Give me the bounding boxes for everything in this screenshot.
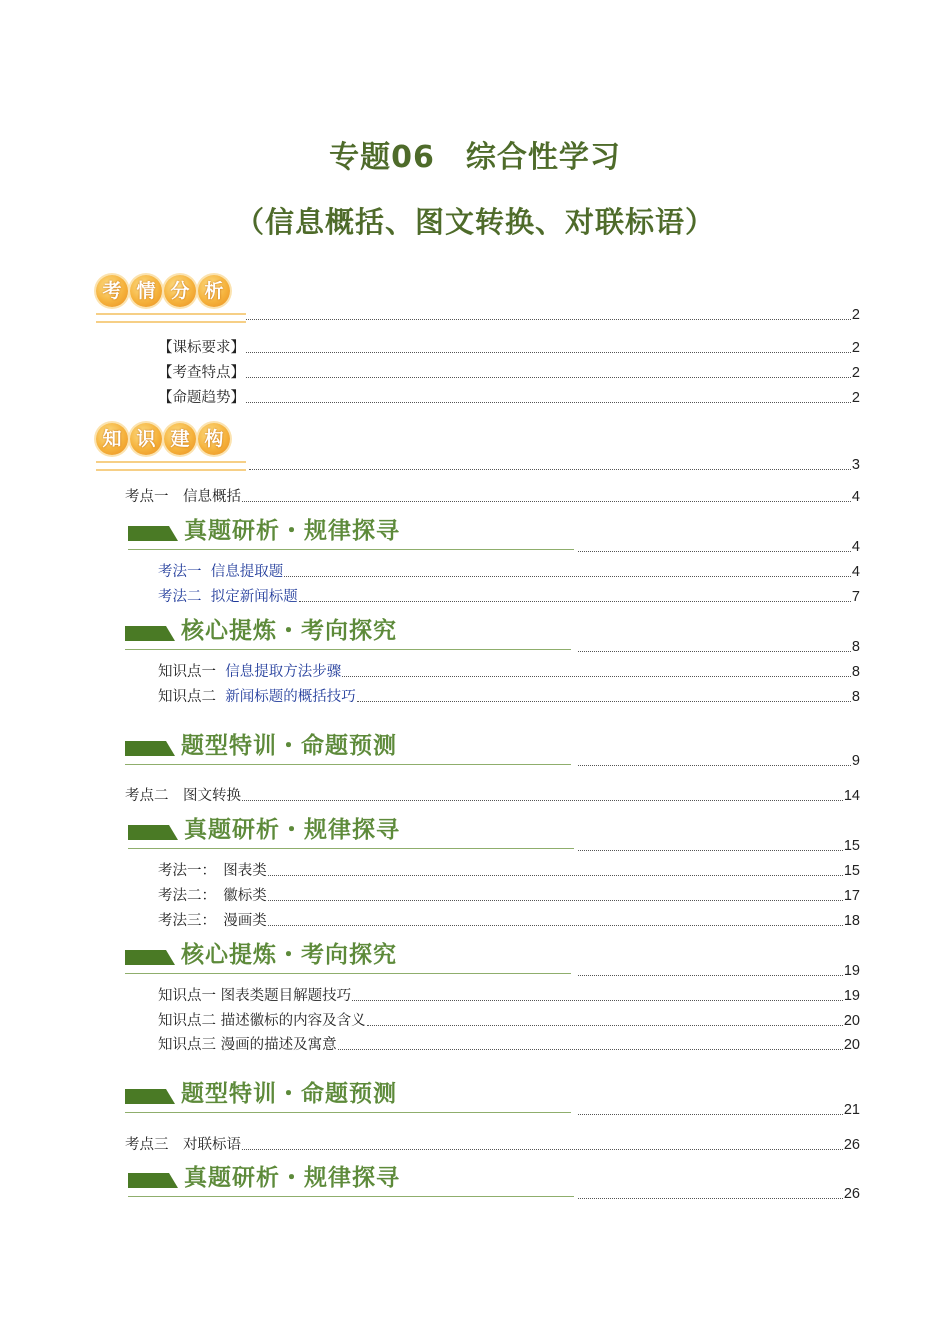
toc-row-k1-hexin[interactable] [577, 638, 860, 656]
toc-row-k1-m2[interactable] [158, 588, 860, 606]
badge-char: 考 [96, 275, 128, 307]
toc-label: 【考查特点】 [158, 365, 245, 381]
page-number: 18 [843, 913, 860, 929]
toc-row-k3-zhenti[interactable] [577, 1185, 860, 1203]
banner-underline [125, 1112, 571, 1113]
page-number: 4 [851, 489, 860, 505]
page-number: 20 [843, 1037, 860, 1053]
toc-row-analysis[interactable] [245, 306, 860, 324]
doc-subtitle: （信息概括、图文转换、对联标语） [234, 205, 715, 239]
doc-title: 专题06 综合性学习 [329, 140, 621, 175]
banner-bar [128, 825, 178, 840]
toc-row-k1-p1[interactable] [158, 663, 860, 681]
page-number: 8 [851, 689, 860, 705]
toc-prefix: 知识点二 [158, 689, 216, 705]
toc-row-k2-zhenti[interactable] [577, 837, 860, 855]
banner-tixing [125, 1073, 575, 1113]
toc-label: 考点三 对联标语 [125, 1137, 241, 1153]
badge-char: 构 [198, 423, 230, 455]
toc-label: 考法三： 漫画类 [158, 913, 267, 929]
banner-bar [125, 741, 175, 756]
badge-char: 析 [198, 275, 230, 307]
banner-underline [128, 549, 574, 550]
page-number: 20 [843, 1013, 860, 1029]
banner-bar [125, 1089, 175, 1104]
toc-label: 新闻标题的概括技巧 [225, 689, 356, 705]
banner-text: 真题研析・规律探寻 [184, 1164, 400, 1191]
banner-text: 题型特训・命题预测 [181, 732, 397, 759]
toc-row-feature[interactable] [158, 364, 860, 382]
page-number: 15 [843, 838, 860, 854]
toc-prefix: 考法一 [158, 564, 202, 580]
page-number: 3 [851, 457, 860, 473]
page-number: 2 [851, 307, 860, 323]
banner-underline [125, 649, 571, 650]
toc-label: 知识点二 描述徽标的内容及含义 [158, 1013, 366, 1029]
banner-underline [128, 848, 574, 849]
banner-bar [125, 626, 175, 641]
toc-label: 考点一 信息概括 [125, 489, 241, 505]
page-number: 2 [851, 340, 860, 356]
toc-label: 拟定新闻标题 [210, 589, 298, 605]
banner-hexin [125, 610, 575, 650]
toc-label: 信息提取方法步骤 [225, 664, 342, 680]
toc-row-req[interactable] [158, 339, 860, 357]
badge-underline [96, 461, 246, 471]
toc-row-k1-tixing[interactable] [577, 752, 860, 770]
toc-row-k2-m2[interactable] [158, 887, 860, 905]
toc-label: 知识点一 图表类题目解题技巧 [158, 988, 352, 1004]
toc-row-k2-tixing[interactable] [577, 1101, 860, 1119]
banner-tixing [125, 725, 575, 765]
badge-underline [96, 313, 246, 323]
toc-label: 考法二： 徽标类 [158, 888, 267, 904]
banner-zhenti [128, 510, 578, 550]
banner-underline [125, 764, 571, 765]
page-number: 14 [843, 788, 860, 804]
toc-label: 知识点三 漫画的描述及寓意 [158, 1037, 337, 1053]
toc-label: 考法一： 图表类 [158, 863, 267, 879]
toc-label: 【命题趋势】 [158, 390, 245, 406]
toc-row-k2-p3[interactable] [158, 1036, 860, 1054]
toc-label: 信息提取题 [210, 564, 284, 580]
banner-text: 题型特训・命题预测 [181, 1080, 397, 1107]
toc-row-k1[interactable] [125, 488, 860, 506]
page-number: 26 [843, 1137, 860, 1153]
toc-row-k1-p2[interactable] [158, 688, 860, 706]
page-number: 4 [851, 539, 860, 555]
toc-row-k3[interactable] [125, 1136, 860, 1154]
toc-row-structure[interactable] [248, 456, 860, 474]
banner-text: 核心提炼・考向探究 [181, 617, 397, 644]
page-number: 15 [843, 863, 860, 879]
banner-underline [128, 1196, 574, 1197]
toc-label: 考点二 图文转换 [125, 788, 241, 804]
banner-hexin [125, 934, 575, 974]
badge-analysis [96, 275, 230, 325]
toc-prefix: 考法二 [158, 589, 202, 605]
toc-row-k2-p1[interactable] [158, 987, 860, 1005]
toc-row-trend[interactable] [158, 389, 860, 407]
toc-row-k1-m1[interactable] [158, 563, 860, 581]
banner-text: 真题研析・规律探寻 [184, 517, 400, 544]
badge-char: 建 [164, 423, 196, 455]
banner-bar [125, 950, 175, 965]
toc-row-k2-p2[interactable] [158, 1012, 860, 1030]
banner-zhenti [128, 809, 578, 849]
page-number: 19 [843, 988, 860, 1004]
page-number: 19 [843, 963, 860, 979]
toc-row-k2[interactable] [125, 787, 860, 805]
toc-label: 【课标要求】 [158, 340, 245, 356]
page-number: 8 [851, 639, 860, 655]
toc-prefix: 知识点一 [158, 664, 216, 680]
page-number: 9 [851, 753, 860, 769]
page-number: 8 [851, 664, 860, 680]
page-number: 2 [851, 365, 860, 381]
toc-row-k1-zhenti[interactable] [577, 538, 860, 556]
banner-bar [128, 1173, 178, 1188]
badge-char: 识 [130, 423, 162, 455]
banner-text: 真题研析・规律探寻 [184, 816, 400, 843]
banner-underline [125, 973, 571, 974]
badge-char: 情 [130, 275, 162, 307]
page-number: 26 [843, 1186, 860, 1202]
badge-structure [96, 423, 230, 473]
badge-char: 分 [164, 275, 196, 307]
toc-row-k2-m1[interactable] [158, 862, 860, 880]
page-number: 21 [843, 1102, 860, 1118]
banner-text: 核心提炼・考向探究 [181, 941, 397, 968]
page-number: 17 [843, 888, 860, 904]
banner-zhenti [128, 1157, 578, 1197]
badge-char: 知 [96, 423, 128, 455]
toc-row-k2-hexin[interactable] [577, 962, 860, 980]
page-number: 4 [851, 564, 860, 580]
page-number: 2 [851, 390, 860, 406]
page-number: 7 [851, 589, 860, 605]
banner-bar [128, 526, 178, 541]
toc-row-k2-m3[interactable] [158, 912, 860, 930]
